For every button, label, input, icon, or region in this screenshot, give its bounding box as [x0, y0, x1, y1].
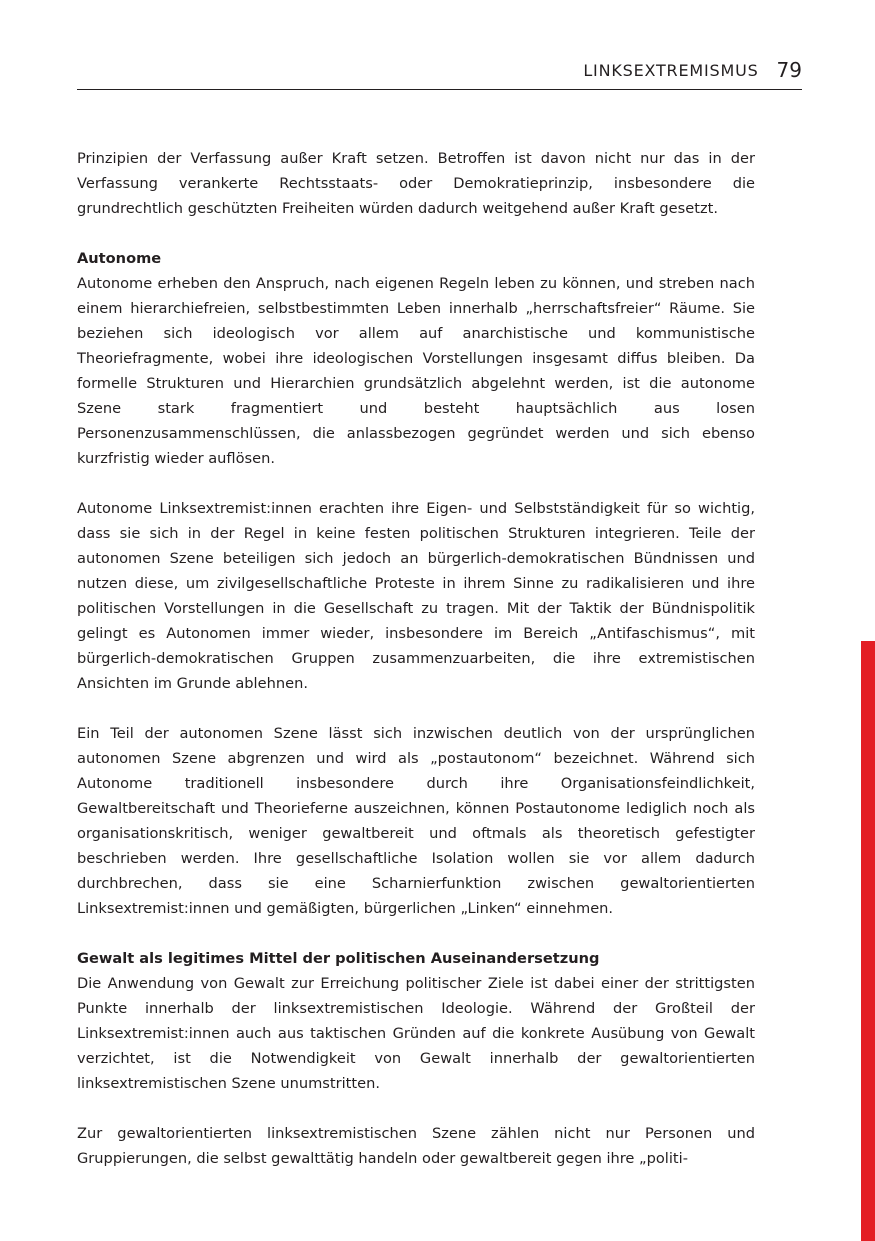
paragraph: Zur gewaltorientierten linksextremistischen Szene zählen nicht nur Personen und Gruppierungen, die selbst gewalttätig handeln oder gewaltbereit gegen ihre „politi-: [77, 1125, 755, 1167]
chapter-edge-marker: [861, 641, 875, 1241]
page-number: 79: [776, 58, 802, 82]
paragraph: Autonome Linksextremist:innen erachten ihre Eigen- und Selbstständigkeit für so wichtig, dass sie sich in der Regel in keine festen politischen Strukturen integrieren. Teile der autonomen Szene beteiligen sich jedoch an bürgerlich-demokratischen Bündnissen und nutzen diese, um zivilgesellschaftliche Proteste in ihrem Sinne zu radikalisieren und ihre politischen Vorstellungen in die Gesellschaft zu tragen. Mit der Taktik der Bündnispolitik gelingt es Autonomen immer wieder, insbesondere im Bereich „Antifaschismus“, mit bürgerlich-demokratischen Gruppen zusammenzuarbeiten, die ihre extremistischen Ansichten im Grunde ablehnen.: [77, 500, 755, 692]
paragraph-gap: [77, 921, 755, 946]
section-heading-gewalt: Gewalt als legitimes Mittel der politischen Auseinandersetzung: [77, 950, 600, 967]
paragraph: Prinzipien der Verfassung außer Kraft setzen. Betroffen ist davon nicht nur das in der Verfassung verankerte Rechtsstaats- oder Demokratieprinzip, insbesondere die grundrechtlich geschützten Freiheiten würden dadurch weitgehend außer Kraft gesetzt.: [77, 150, 755, 217]
text-body: [77, 146, 755, 1171]
running-head: [77, 56, 802, 84]
paragraph: Ein Teil der autonomen Szene lässt sich inzwischen deutlich von der ursprünglichen autonomen Szene abgrenzen und wird als „postautonom“ bezeichnet. Während sich Autonome traditionell insbesondere durch ihre Organisationsfeindlichkeit, Gewaltbereitschaft und Theorieferne auszeichnen, können Postautonome lediglich noch als organisationskritisch, weniger gewaltbereit und oftmals als theoretisch gefestigter beschrieben werden. Ihre gesellschaftliche Isolation wollen sie vor allem dadurch durchbrechen, dass sie eine Scharnierfunktion zwischen gewaltorientierten Linksextremist:innen und gemäßigten, bürgerlichen „Linken“ einnehmen.: [77, 725, 755, 917]
paragraph-gap: [77, 1096, 755, 1121]
section-heading-autonome: Autonome: [77, 250, 162, 267]
running-title: LINKSEXTREMISMUS: [583, 60, 759, 80]
paragraph-gap: [77, 471, 755, 496]
paragraph-gap: [77, 696, 755, 721]
paragraph-gap: [77, 221, 755, 246]
paragraph: Autonome erheben den Anspruch, nach eigenen Regeln leben zu können, und streben nach einem hierarchiefreien, selbstbestimmten Leben innerhalb „herrschaftsfreier“ Räume. Sie beziehen sich ideologisch vor allem auf anarchistische und kommunistische Theoriefragmente, wobei ihre ideologischen Vorstellungen insgesamt diffus bleiben. Da formelle Strukturen und Hierarchien grundsätzlich abgelehnt werden, ist die autonome Szene stark fragmentiert und besteht hauptsächlich aus losen Personenzusammenschlüssen, die anlassbezogen gegründet werden und sich ebenso kurzfristig wieder auflösen.: [77, 275, 755, 467]
paragraph: Die Anwendung von Gewalt zur Erreichung politischer Ziele ist dabei einer der strittigsten Punkte innerhalb der linksextremistischen Ideologie. Während der Großteil der Linksextremist:innen auch aus taktischen Gründen auf die konkrete Ausübung von Gewalt verzichtet, ist die Notwendigkeit von Gewalt innerhalb der gewaltorientierten linksextremistischen Szene unumstritten.: [77, 975, 755, 1092]
header-rule: [77, 89, 802, 90]
